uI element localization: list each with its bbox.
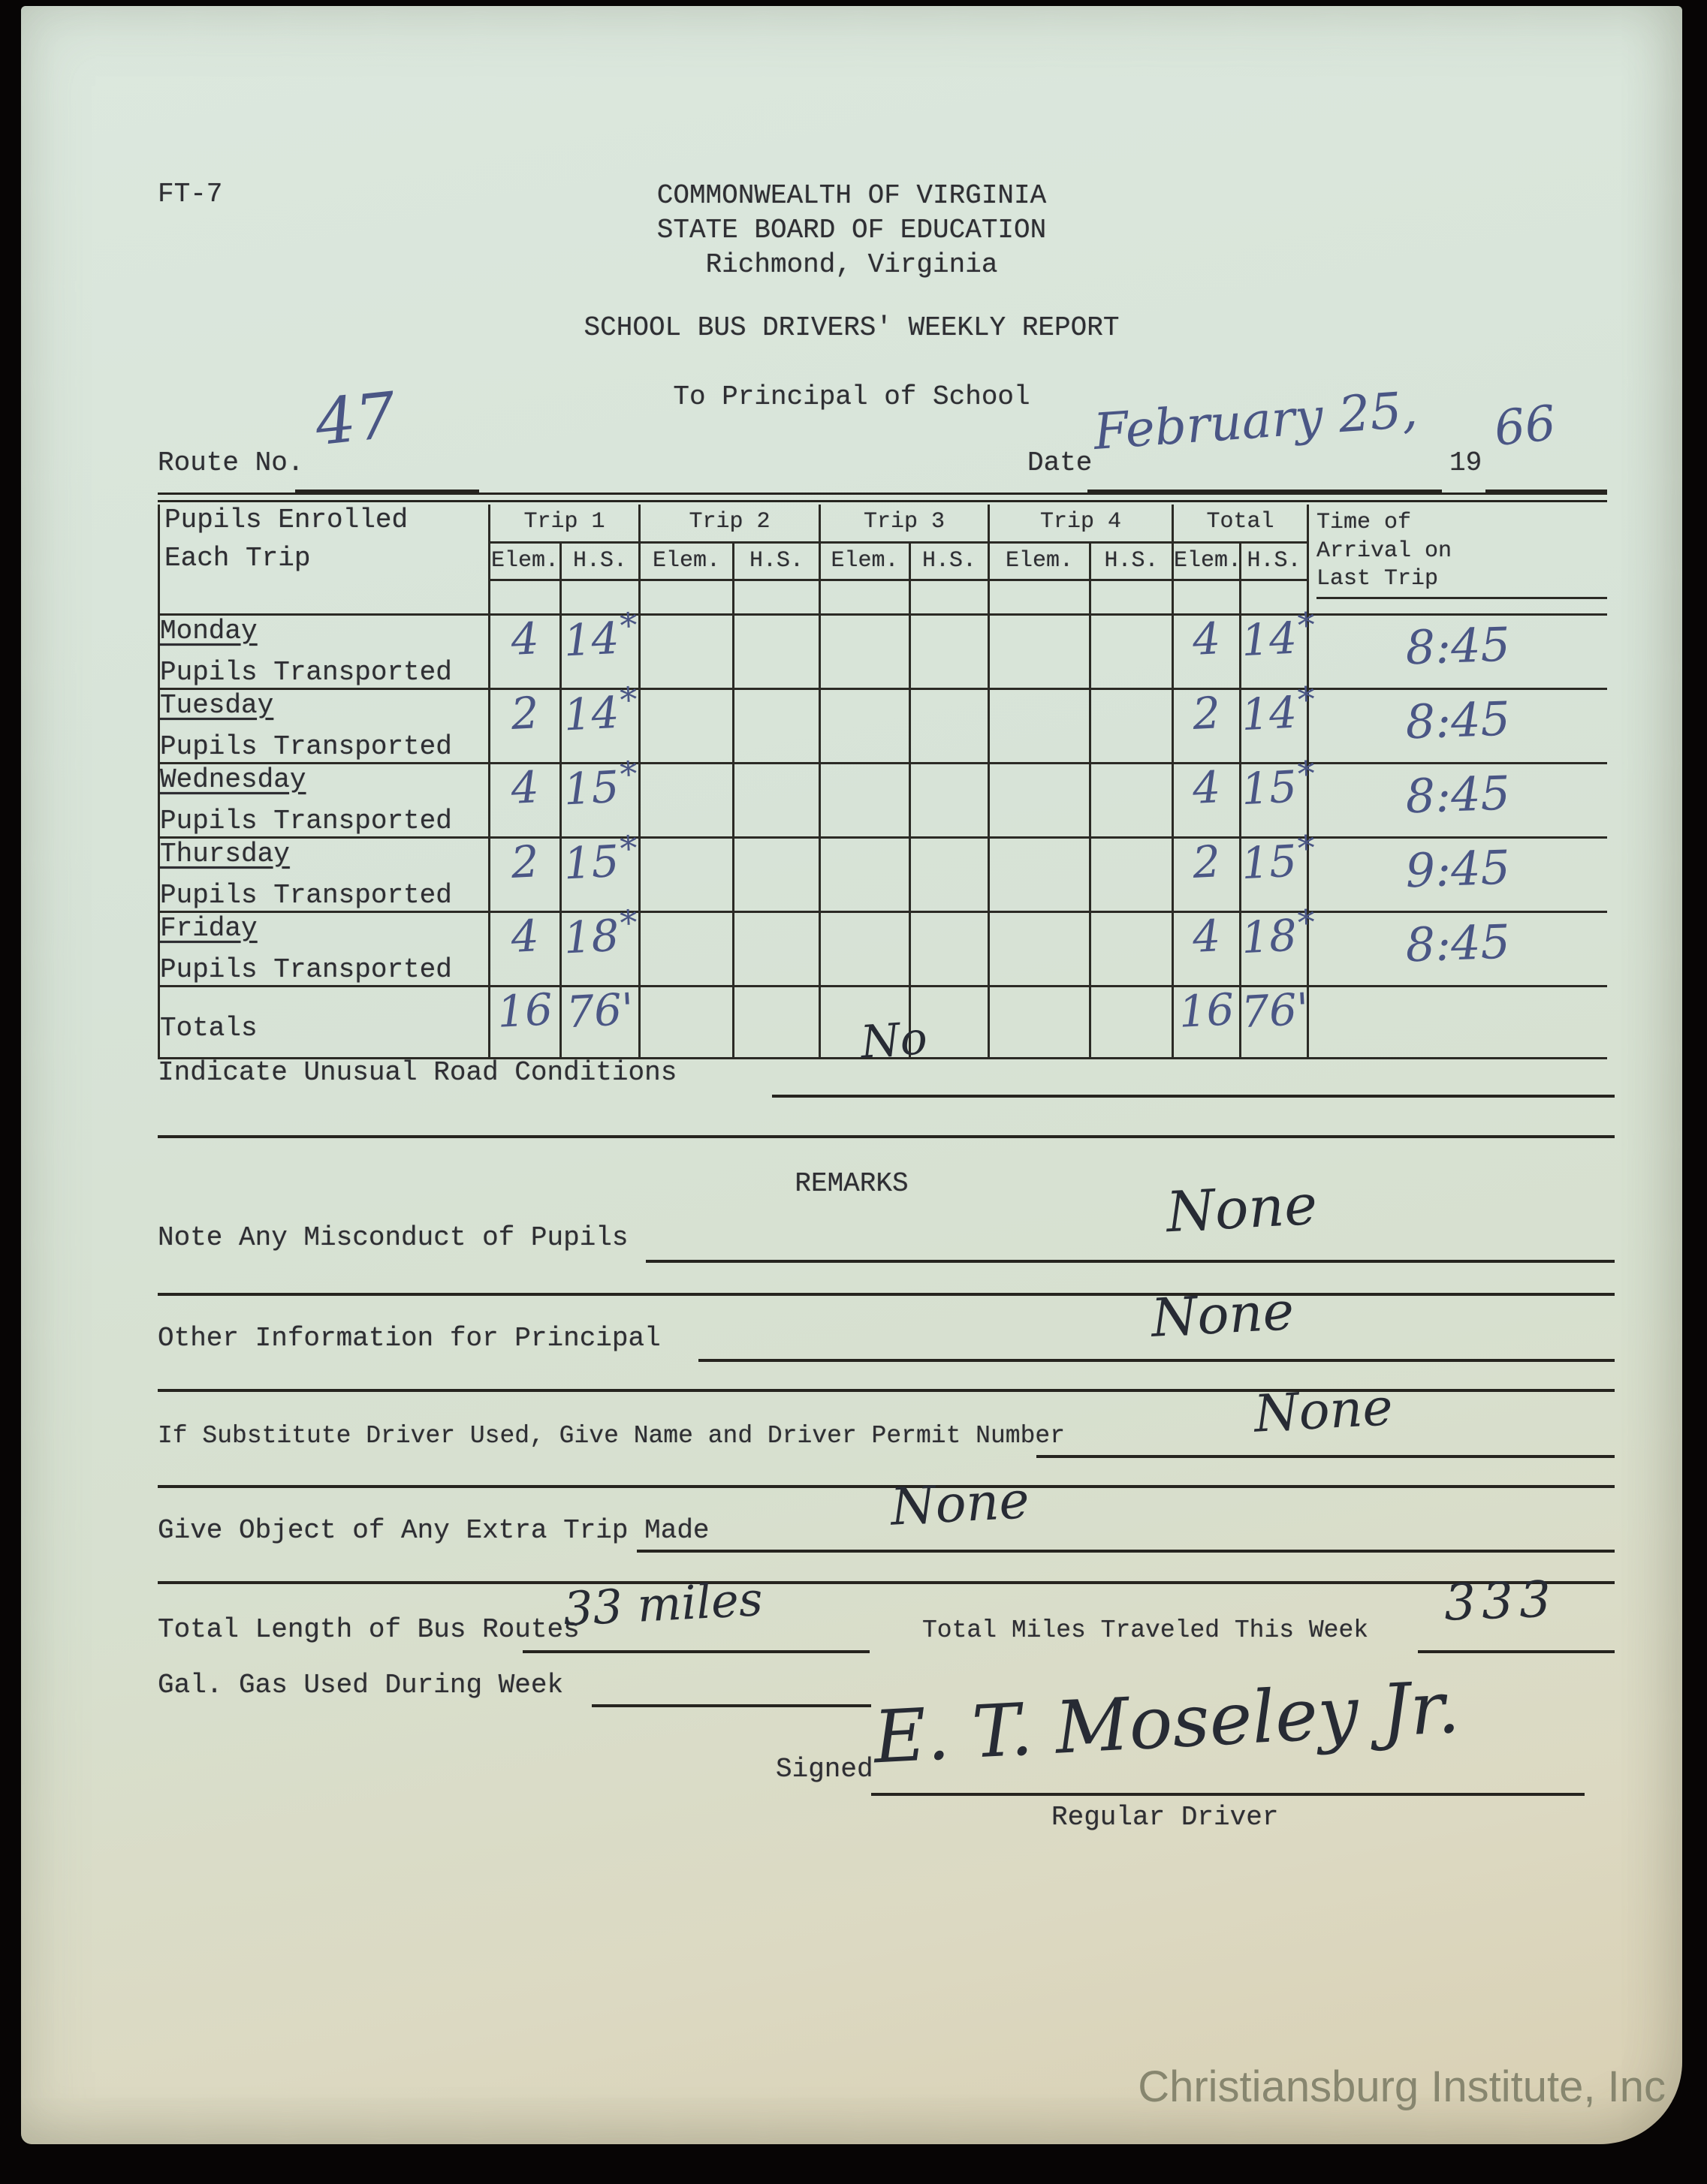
empty-cell (1090, 986, 1173, 1058)
gas-used-line (592, 1704, 871, 1707)
corner-label-line2: Each Trip (164, 543, 311, 574)
org-block (21, 179, 1682, 282)
asterisk-mark: * (619, 901, 638, 944)
date-value-handwritten: February 25, (1091, 381, 1419, 461)
empty-cell (820, 614, 910, 688)
empty-cell (910, 911, 989, 986)
substitute-value-handwritten: None (1253, 1378, 1395, 1444)
route-value-handwritten: 47 (312, 378, 400, 460)
form-subtitle-wrap (21, 381, 1682, 412)
form-paper (21, 6, 1682, 2144)
total-hs-value: 14* (1241, 614, 1308, 688)
totals-total-hs-value: 76' (1241, 986, 1308, 1058)
header-trip4: Trip 4 (989, 505, 1173, 542)
total-elem-value: 2 (1173, 837, 1241, 911)
subheader-trip1-hs: H.S. (561, 542, 640, 580)
remarks-heading: REMARKS (795, 1168, 909, 1199)
total-hs-value: 14* (1241, 688, 1308, 763)
empty-cell (1090, 614, 1173, 688)
road-conditions-line2 (158, 1135, 1615, 1138)
org-line2: STATE BOARD OF EDUCATION (656, 215, 1047, 246)
total-hs-value: 15* (1241, 837, 1308, 911)
gas-used-label: Gal. Gas Used During Week (158, 1670, 564, 1701)
subheader-trip3-elem: Elem. (820, 542, 910, 580)
total-hs-value: 18* (1241, 911, 1308, 986)
asterisk-mark: * (1296, 604, 1316, 646)
day-label-cell (159, 763, 490, 837)
day-sublabel: Pupils Transported (160, 879, 452, 911)
empty-cell (820, 763, 910, 837)
day-sublabel: Pupils Transported (160, 731, 452, 762)
subheader-total-hs: H.S. (1241, 542, 1308, 580)
misconduct-value-handwritten: None (1164, 1172, 1319, 1246)
day-sublabel: Pupils Transported (160, 656, 452, 688)
arrival-time-value: 8:45 (1308, 614, 1607, 688)
miles-week-line (1418, 1650, 1615, 1653)
asterisk-mark: * (619, 604, 638, 646)
table-row-friday (159, 911, 1607, 986)
trip1-elem-value: 2 (490, 837, 561, 911)
substitute-label: If Substitute Driver Used, Give Name and Driver Permit Number (158, 1422, 1065, 1450)
arrival-time-value: 8:45 (1308, 763, 1607, 837)
other-info-value-handwritten: None (1149, 1280, 1295, 1349)
empty-cell (989, 986, 1090, 1058)
header-trip1: Trip 1 (490, 505, 640, 542)
subheader-trip2-hs: H.S. (734, 542, 820, 580)
empty-cell (820, 837, 910, 911)
other-info-label: Other Information for Principal (158, 1323, 661, 1354)
date-label: Date (1027, 447, 1093, 478)
subheader-trip1-elem: Elem. (490, 542, 561, 580)
extra-trip-line (637, 1550, 1615, 1553)
day-name: Monday (160, 615, 258, 646)
empty-cell (989, 763, 1090, 837)
other-info-line (698, 1359, 1615, 1362)
total-elem-value: 4 (1173, 614, 1241, 688)
asterisk-mark: * (1296, 752, 1316, 794)
empty-cell (734, 911, 820, 986)
substitute-line2 (158, 1485, 1615, 1488)
empty-cell (1090, 911, 1173, 986)
total-elem-value: 4 (1173, 763, 1241, 837)
empty-cell (640, 837, 734, 911)
time-header-line1: Time of (1316, 510, 1412, 535)
form-title-wrap (21, 312, 1682, 343)
miles-week-value-handwritten: 333 (1443, 1570, 1558, 1632)
day-name: Tuesday (160, 689, 274, 721)
extra-trip-line2 (158, 1581, 1615, 1584)
asterisk-mark: * (619, 827, 638, 869)
misconduct-line2 (158, 1293, 1615, 1296)
trip1-elem-value: 4 (490, 911, 561, 986)
empty-cell (640, 911, 734, 986)
total-elem-value: 4 (1173, 911, 1241, 986)
header-trip2: Trip 2 (640, 505, 820, 542)
totals-trip1-elem-value: 16 (490, 986, 561, 1058)
time-header-line3: Last Trip (1316, 565, 1607, 599)
asterisk-mark: * (619, 678, 638, 721)
empty-cell (820, 688, 910, 763)
header-spacer-cell (910, 580, 989, 614)
header-spacer-cell (820, 580, 910, 614)
totals-trip1-hs-value: 76' (561, 986, 640, 1058)
empty-cell (640, 688, 734, 763)
empty-cell (910, 763, 989, 837)
empty-cell (734, 986, 820, 1058)
misconduct-line (646, 1260, 1615, 1263)
table-top-double-rule (158, 493, 1607, 502)
empty-cell (734, 614, 820, 688)
totals-label: Totals (160, 1012, 258, 1044)
empty-cell (910, 614, 989, 688)
asterisk-mark: * (619, 752, 638, 795)
arrival-time-value: 9:45 (1308, 837, 1607, 911)
arrival-time-value: 8:45 (1308, 688, 1607, 763)
table-row-wednesday (159, 763, 1607, 837)
trip1-hs-value: 14* (561, 688, 640, 763)
trip1-hs-value: 15* (561, 763, 640, 837)
form-number: FT-7 (158, 179, 223, 209)
table-row-tuesday (159, 688, 1607, 763)
header-spacer-cell (734, 580, 820, 614)
road-conditions-label: Indicate Unusual Road Conditions (158, 1057, 677, 1088)
form-title: SCHOOL BUS DRIVERS' WEEKLY REPORT (584, 312, 1120, 343)
signed-role-label: Regular Driver (1051, 1802, 1279, 1833)
empty-cell (820, 911, 910, 986)
header-spacer-cell (1173, 580, 1241, 614)
trip1-elem-value: 4 (490, 614, 561, 688)
empty-cell (640, 763, 734, 837)
empty-cell (989, 911, 1090, 986)
remarks-heading-wrap (21, 1168, 1682, 1199)
time-header-line2: Arrival on (1316, 538, 1452, 564)
org-line1: COMMONWEALTH OF VIRGINIA (656, 180, 1047, 211)
route-length-line (523, 1650, 870, 1653)
empty-cell (989, 688, 1090, 763)
asterisk-mark: * (1296, 901, 1316, 943)
day-name: Wednesday (160, 764, 306, 795)
other-info-line2 (158, 1389, 1615, 1392)
extra-trip-value-handwritten: None (889, 1471, 1031, 1538)
table-corner-cell (159, 505, 490, 614)
signed-label: Signed (776, 1754, 873, 1785)
route-length-value-handwritten: 33 miles (562, 1571, 765, 1637)
watermark-wrap (1072, 2062, 1666, 2112)
header-trip3: Trip 3 (820, 505, 989, 542)
empty-cell (989, 614, 1090, 688)
empty-cell (910, 688, 989, 763)
day-label-cell (159, 911, 490, 986)
trip1-elem-value: 2 (490, 688, 561, 763)
asterisk-mark: * (1296, 678, 1316, 720)
day-name: Thursday (160, 838, 290, 869)
header-time-of-arrival (1308, 505, 1607, 614)
empty-cell (640, 614, 734, 688)
extra-trip-label: Give Object of Any Extra Trip Made (158, 1515, 710, 1546)
subheader-trip4-elem: Elem. (989, 542, 1090, 580)
subheader-trip3-hs: H.S. (910, 542, 989, 580)
route-length-label: Total Length of Bus Routes (158, 1614, 580, 1645)
empty-cell (1090, 688, 1173, 763)
signature-line (871, 1793, 1585, 1796)
total-elem-value: 2 (1173, 688, 1241, 763)
empty-cell (1090, 837, 1173, 911)
trip1-hs-value: 14* (561, 614, 640, 688)
totals-label-cell (159, 986, 490, 1058)
header-spacer-cell (640, 580, 734, 614)
empty-cell (1308, 986, 1607, 1058)
day-label-cell (159, 837, 490, 911)
road-conditions-line (772, 1095, 1615, 1098)
date-year-prefix: 19 (1449, 447, 1482, 478)
driver-signature-handwritten: E. T. Moseley Jr. (871, 1664, 1462, 1780)
road-conditions-value-handwritten: No (858, 1011, 929, 1070)
table-row-monday (159, 614, 1607, 688)
route-label: Route No. (158, 447, 304, 478)
watermark-text: Christiansburg Institute, Inc (1138, 2062, 1666, 2111)
org-line3: Richmond, Virginia (705, 249, 998, 280)
day-name: Friday (160, 912, 258, 944)
trip1-elem-value: 4 (490, 763, 561, 837)
day-label-cell (159, 688, 490, 763)
empty-cell (1090, 763, 1173, 837)
empty-cell (734, 837, 820, 911)
miles-week-label: Total Miles Traveled This Week (922, 1616, 1369, 1644)
empty-cell (734, 763, 820, 837)
date-year-suffix-handwritten: 66 (1491, 395, 1559, 458)
empty-cell (910, 837, 989, 911)
trip1-hs-value: 18* (561, 911, 640, 986)
empty-cell (640, 986, 734, 1058)
day-sublabel: Pupils Transported (160, 953, 452, 985)
trip1-hs-value: 15* (561, 837, 640, 911)
arrival-time-value: 8:45 (1308, 911, 1607, 986)
misconduct-label: Note Any Misconduct of Pupils (158, 1222, 629, 1253)
header-spacer-cell (1090, 580, 1173, 614)
header-total: Total (1173, 505, 1308, 542)
subheader-trip2-elem: Elem. (640, 542, 734, 580)
subheader-total-elem: Elem. (1173, 542, 1241, 580)
weekly-trips-table (158, 505, 1607, 1059)
header-spacer-cell (989, 580, 1090, 614)
form-subtitle: To Principal of School (673, 381, 1030, 412)
asterisk-mark: * (1296, 827, 1316, 869)
totals-total-elem-value: 16 (1173, 986, 1241, 1058)
corner-label-line1: Pupils Enrolled (164, 505, 409, 535)
header-spacer-cell (490, 580, 561, 614)
empty-cell (734, 688, 820, 763)
substitute-line (1036, 1455, 1615, 1458)
day-sublabel: Pupils Transported (160, 805, 452, 836)
day-label-cell (159, 614, 490, 688)
empty-cell (989, 837, 1090, 911)
table-row-thursday (159, 837, 1607, 911)
subheader-trip4-hs: H.S. (1090, 542, 1173, 580)
total-hs-value: 15* (1241, 763, 1308, 837)
